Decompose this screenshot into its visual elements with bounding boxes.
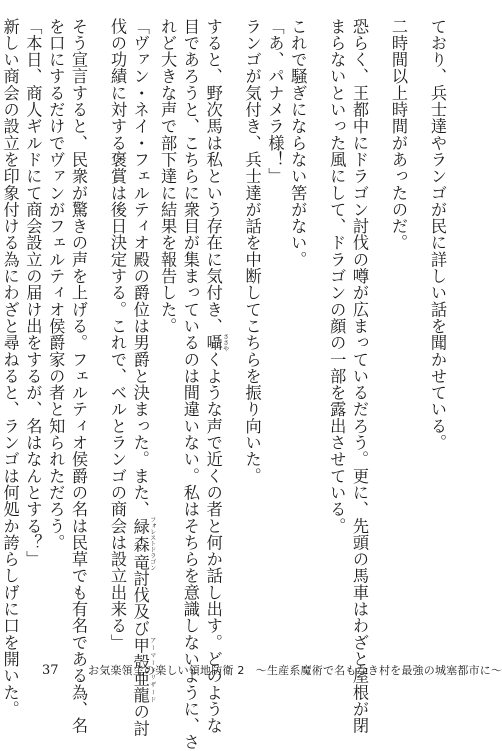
text-line: を口にするだけでヴァンがフェルティオ侯爵家の者と知られただろう。: [46, 18, 66, 551]
ruby-forest-dragon: 緑森竜 フォレストドラゴン: [130, 516, 156, 571]
running-title: お気楽領主の楽しい領地防衛 2 ～生産系魔術で名もなき村を最強の城塞都市に～: [88, 664, 502, 677]
text-line: れど大きな声で部下達に結果を報告した。: [158, 18, 178, 335]
text-line: これで騒ぎにならない筈がない。: [288, 18, 308, 268]
page-number: 37: [42, 663, 59, 678]
ruby-armor-dragon: 甲殻亜龍 アーマードリザード: [130, 636, 156, 704]
text-line-with-ruby: 「ヴァン・ネイ・フェルティオ殿の爵位は男爵と決まった。また、緑森竜 フォレストドラゴン討伐及び甲殻亜龍 アーマードリザードの討: [130, 18, 156, 737]
text-line: ており、兵士達やランゴが民に詳しい話を聞かせている。: [428, 18, 447, 451]
text-line: 二時間以上時間があったのだ。: [389, 18, 409, 252]
ruby-sasayaku: 囁 ささや: [203, 333, 229, 352]
text-line: 「あ、パナメラ様！」: [265, 18, 285, 185]
text-line: 新しい商会の設立を印象付ける為にわざと尋ねると、ランゴは何処か誇らしげに口を開いた。: [0, 18, 20, 718]
text-line-with-ruby: すると、野次馬は私という存在に気付き、囁 ささやくような声で近くの者と何か話し出す。どのような: [203, 18, 229, 734]
text-line: そう宣言すると、民衆が驚きの声を上げる。フェルティオ侯爵の名は民草でも有名である為、名: [69, 18, 88, 734]
page-footer: [42, 662, 502, 678]
text-line: 伐の功績に対する褒賞は後日決定する。これで、ベルとランゴの商会は設立出来る」: [107, 18, 127, 651]
text-line: 恐らく、王都中にドラゴン討伐の噂が広まっているだろう。更に、先頭の馬車はわざと屋根が閉: [350, 18, 370, 734]
text-line: ランゴが気付き、兵士達が話を中断してこちらを振り向いた。: [242, 18, 262, 485]
text-line: 「本日、商人ギルドにて商会設立の届け出をするが、名はなんとする？」: [23, 18, 43, 568]
text-line: まらないといった風にして、ドラゴンの顔の一部を露出させている。: [327, 18, 347, 535]
text-line: 目であろうと、こちらに衆目が集まっているのは間違いない。私はそちらを意識しないように、さ: [180, 18, 200, 751]
